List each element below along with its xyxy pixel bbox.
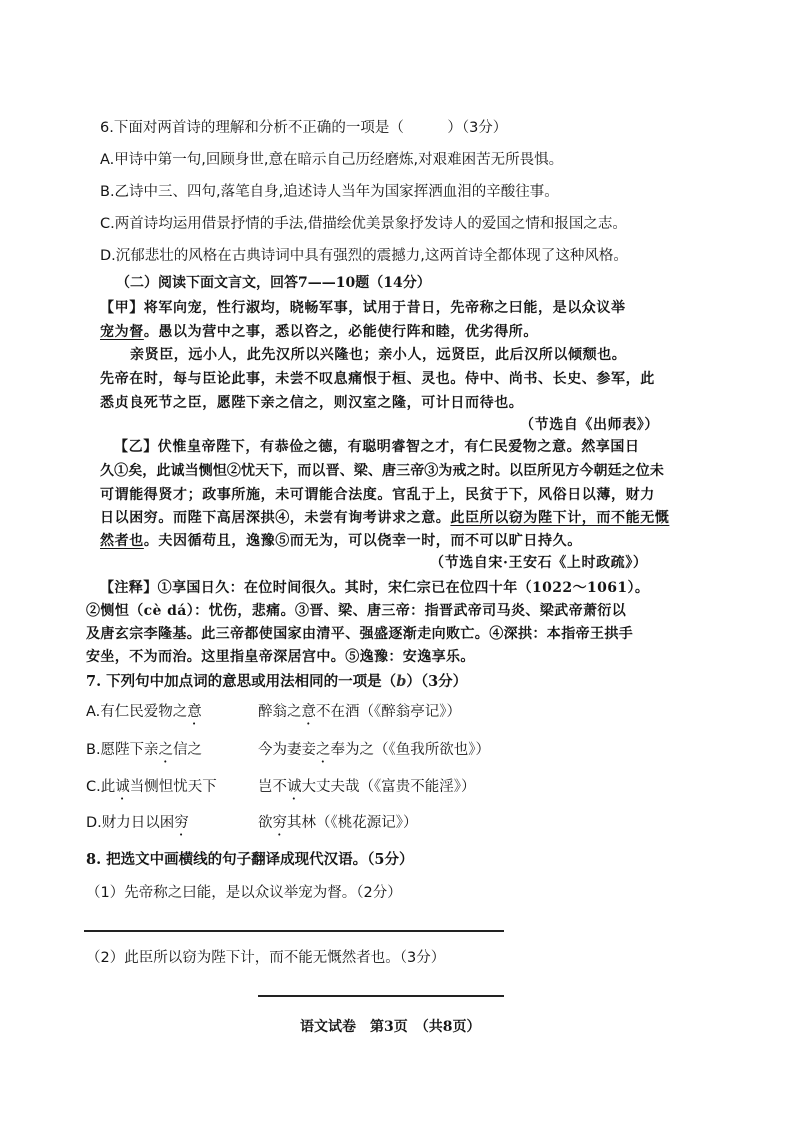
q6-option-b: B.乙诗中三、四句,落笔自身,追述诗人当年为国家挥洒血泪的辛酸往事。 xyxy=(100,184,559,200)
passage-yi-line-5 xyxy=(100,531,582,551)
passage-yi-line-2: 久①矣，此诚当恻怛②忧天下，而以晋、梁、唐三帝③为戒之时。以臣所见方今朝廷之位未 xyxy=(100,463,664,479)
q7-option-c: C.此诚当恻怛忧天下 xyxy=(86,779,217,795)
q7-option-b-ref: 今为妻妾之奉为之（《鱼我所欲也》） xyxy=(258,742,490,758)
q7-score: ）（3分） xyxy=(406,673,468,690)
passage-yi-line-3: 可谓能得贤才；政事所施，未可谓能合法度。官乱于上，民贫于下，风俗日以薄，财力 xyxy=(100,487,655,503)
dotted-word: 之 xyxy=(158,742,174,758)
q7-option-b: B.愿陛下亲之信之 xyxy=(86,742,203,758)
dotted-word: 诚 xyxy=(115,779,130,795)
dotted-word: 意 xyxy=(187,704,202,720)
dotted-word: 意 xyxy=(301,704,316,720)
dotted-word: 穷 xyxy=(174,815,189,831)
passage-yi-line-5-text: 。夫因循苟且，逸豫⑤而无为，可以侥幸一时，而不可以旷日持久。 xyxy=(143,533,582,549)
notes-line-4: 安坐，不为而治。这里指皇帝深居宫中。⑤逸豫：安逸享乐。 xyxy=(86,649,475,665)
passage-jia-line-5: 悉贞良死节之臣，愿陛下亲之信之，则汉室之隆，可计日而待也。 xyxy=(100,395,524,411)
passage-yi-line-4 xyxy=(100,508,669,528)
q7-option-a: A.有仁民爱物之意 xyxy=(86,704,202,720)
q7-option-d: D.财力日以困穷 xyxy=(86,815,189,831)
dotted-word: 诚 xyxy=(287,779,302,795)
q6-option-d: D.沉郁悲壮的风格在古典诗词中具有强烈的震撼力,这两首诗全都体现了这种风格。 xyxy=(100,248,628,264)
underlined-sentence-2-end: 然者也 xyxy=(100,533,144,549)
passage-jia-line-1: 【甲】将军向宠，性行淑均，晓畅军事，试用于昔日，先帝称之曰能，是以众议举 xyxy=(100,300,626,316)
passage-jia-line-4: 先帝在时，每与臣论此事，未尝不叹息痛恨于桓、灵也。侍中、尚书、长史、参军，此 xyxy=(100,371,655,387)
page-footer: 语文试卷 第3页 （共8页） xyxy=(300,1019,481,1035)
passage-jia-line-2 xyxy=(100,322,538,342)
dotted-word: 之 xyxy=(316,742,331,758)
q6-option-a: A.甲诗中第一句,回顾身世,意在暗示自己历经磨炼,对艰难困苦无所畏惧。 xyxy=(100,152,564,168)
q6-option-c: C.两首诗均运用借景抒情的手法,借描绘优美景象抒发诗人的爱国之情和报国之志。 xyxy=(100,216,627,232)
notes-line-2: ②恻怛（cè dá）：忧伤，悲痛。③晋、梁、唐三帝：指晋武帝司马炎、梁武帝萧衍以 xyxy=(86,603,627,619)
passage-yi-line-1: 【乙】伏惟皇帝陛下，有恭俭之德，有聪明睿智之才，有仁民爱物之意。然享国日 xyxy=(114,439,640,455)
q7-stem xyxy=(86,672,467,692)
q8-sub-2: （2）此臣所以窃为陛下计，而不能无慨然者也。（3分） xyxy=(86,950,446,966)
passage-yi-source: （节选自宋·王安石《上时政疏》） xyxy=(430,555,648,571)
q8-stem: 8. 把选文中画横线的句子翻译成现代汉语。（5分） xyxy=(86,851,414,868)
q7-handwritten-answer: b xyxy=(396,673,407,690)
passage-jia-line-2-text: 。愚以为营中之事，悉以咨之，必能使行阵和睦，优劣得所。 xyxy=(143,324,539,340)
q7-stem-text: 7. 下列句中加点词的意思或用法相同的一项是（ xyxy=(86,673,397,690)
q6-stem: 6.下面对两首诗的理解和分析不正确的一项是（ ）（3分） xyxy=(100,120,508,136)
dotted-word: 穷 xyxy=(272,815,287,831)
notes-line-1: 【注释】①享国日久：在位时间很久。其时，宋仁宗已在位四十年（1022～1061）。 xyxy=(100,580,650,596)
section2-heading: （二）阅读下面文言文，回答7——10题（14分） xyxy=(116,275,431,291)
answer-line-2[interactable] xyxy=(258,995,504,997)
notes-line-3: 及唐玄宗李隆基。此三帝都使国家由清平、强盛逐渐走向败亡。④深拱：本指帝王拱手 xyxy=(86,626,634,642)
q8-sub-1: （1）先帝称之曰能，是以众议举宠为督。（2分） xyxy=(86,885,402,901)
underlined-sentence-1-end: 宠为督 xyxy=(100,324,144,340)
answer-line-1[interactable] xyxy=(84,930,504,932)
passage-yi-line-4-text: 日以困穷。而陛下高居深拱④，未尝有询考讲求之意。 xyxy=(100,510,451,526)
passage-jia-source: （节选自《出师表》） xyxy=(520,417,659,433)
q7-option-a-ref: 醉翁之意不在酒（《醉翁亭记》） xyxy=(258,704,461,720)
q7-option-d-ref: 欲穷其林（《桃花源记》） xyxy=(258,815,418,831)
underlined-sentence-2-start: 此臣所以窃为陛下计，而不能无慨 xyxy=(450,510,670,526)
q7-option-c-ref: 岂不诚大丈夫哉（《富贵不能淫》） xyxy=(258,779,476,795)
passage-jia-line-3: 亲贤臣，远小人，此先汉所以兴隆也；亲小人，远贤臣，此后汉所以倾颓也。 xyxy=(130,347,627,363)
